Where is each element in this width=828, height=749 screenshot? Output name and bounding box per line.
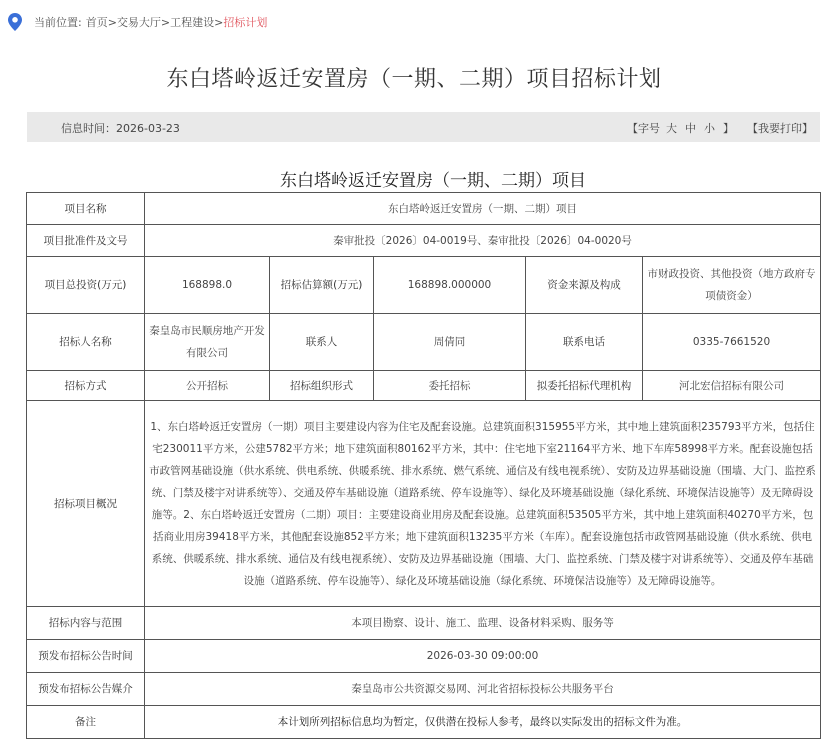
font-size-large-button[interactable]: 大 <box>666 122 677 135</box>
project-name-label: 项目名称 <box>27 193 145 225</box>
font-size-control <box>627 120 742 136</box>
print-button[interactable]: 【我要打印】 <box>747 122 813 135</box>
scope-label: 招标内容与范围 <box>27 607 145 640</box>
font-size-small-button[interactable]: 小 <box>704 122 715 135</box>
font-size-medium-button[interactable]: 中 <box>685 122 696 135</box>
remark-value: 本计划所列招标信息均为暂定，仅供潜在投标人参考，最终以实际发出的招标文件为准。 <box>145 706 821 739</box>
breadcrumb-current: 招标计划 <box>223 16 268 29</box>
approval-label: 项目批准件及文号 <box>27 225 145 257</box>
contact-value: 周倩同 <box>374 314 526 371</box>
font-size-close: 】 <box>723 122 734 135</box>
info-time: 信息时间：2026-03-23 <box>61 122 180 135</box>
table-title: 东白塔岭返迁安置房（一期、二期）项目 <box>280 171 586 191</box>
scope-value: 本项目勘察、设计、施工、监理、设备材料采购、服务等 <box>145 607 821 640</box>
breadcrumb-prefix: 当前位置: <box>34 16 82 29</box>
contact-label: 联系人 <box>270 314 374 371</box>
page-title: 东白塔岭返迁安置房（一期、二期）项目招标计划 <box>166 67 662 92</box>
table-row-investment <box>27 257 821 314</box>
org-form-value: 委托招标 <box>374 371 526 401</box>
agency-label: 拟委托招标代理机构 <box>526 371 643 401</box>
phone-label: 联系电话 <box>526 314 643 371</box>
location-pin-icon <box>8 13 22 31</box>
announce-media-label: 预发布招标公告媒介 <box>27 673 145 706</box>
agency-value: 河北宏信招标有限公司 <box>643 371 821 401</box>
info-bar <box>27 112 820 142</box>
table-row-scope <box>27 607 821 640</box>
breadcrumb-home[interactable]: 首页> <box>85 16 117 29</box>
breadcrumb-trading-hall[interactable]: 交易大厅> <box>116 16 171 29</box>
table-row-tenderer <box>27 314 821 371</box>
estimate-value: 168898.000000 <box>374 257 526 314</box>
overview-value: 1、东白塔岭返迁安置房（一期）项目主要建设内容为住宅及配套设施。总建筑面积315955平方米，其中地上建筑面积235793平方米，包括住宅230011平方米，公建5782平方米；地下建筑面积80162平方米，其中：住宅地下室21164平方米、地下车库58998平方米。配套设施包括市政管网基础设施（供水系统、供电系统、供暖系统、排水系统、燃气系统、通信及有线电视系统）、安防及边界基础设施（围墙、大门、监控系统、门禁及楼宇对讲系统等）、交通及停车基础设施（道路系统、停车设施等）、绿化及环境基础设施（绿化系统、环境保洁设施等）及无障碍设施等。2、东白塔岭返迁安置房（二期）项目：主要建设商业用房及配套设施。总建筑面积53505平方米，其中地上建筑面积40270平方米，包括商业用房39418平方米，其他配套设施852平方米；地下建筑面积13235平方米（车库）。配套设施包括市政管网基础设施（供水系统、供电系统、供暖系统、排水系统、通信及有线电视系统）、安防及边界基础设施（围墙、大门、监控系统、门禁及楼宇对讲系统等）、交通及停车基础设施（道路系统、停车设施等）、绿化及环境基础设施（绿化系统、环境保洁设施等）及无障碍设施等。 <box>145 401 821 607</box>
announce-media-value: 秦皇岛市公共资源交易网、河北省招标投标公共服务平台 <box>145 673 821 706</box>
fund-source-label: 资金来源及构成 <box>526 257 643 314</box>
approval-value: 秦审批投〔2026〕04-0019号、秦审批投〔2026〕04-0020号 <box>145 225 821 257</box>
method-label: 招标方式 <box>27 371 145 401</box>
font-size-open: 【字号 <box>627 122 660 135</box>
overview-label: 招标项目概况 <box>27 401 145 607</box>
method-value: 公开招标 <box>145 371 270 401</box>
breadcrumb-engineering[interactable]: 工程建设> <box>170 16 224 29</box>
breadcrumb <box>8 12 267 32</box>
table-row-method <box>27 371 821 401</box>
tender-plan-table <box>26 192 821 739</box>
table-row-announce-time <box>27 640 821 673</box>
investment-label: 项目总投资(万元) <box>27 257 145 314</box>
announce-time-value: 2026-03-30 09:00:00 <box>145 640 821 673</box>
estimate-label: 招标估算额(万元) <box>270 257 374 314</box>
project-name-value: 东白塔岭返迁安置房（一期、二期）项目 <box>145 193 821 225</box>
org-form-label: 招标组织形式 <box>270 371 374 401</box>
table-row-overview <box>27 401 821 607</box>
table-row-project-name <box>27 193 821 225</box>
announce-time-label: 预发布招标公告时间 <box>27 640 145 673</box>
table-row-approval <box>27 225 821 257</box>
tenderer-value: 秦皇岛市民顺房地产开发有限公司 <box>145 314 270 371</box>
fund-source-value: 市财政投资、其他投资（地方政府专项债资金） <box>643 257 821 314</box>
remark-label: 备注 <box>27 706 145 739</box>
table-row-announce-media <box>27 673 821 706</box>
phone-value: 0335-7661520 <box>643 314 821 371</box>
tenderer-label: 招标人名称 <box>27 314 145 371</box>
investment-value: 168898.0 <box>145 257 270 314</box>
table-row-remark <box>27 706 821 739</box>
